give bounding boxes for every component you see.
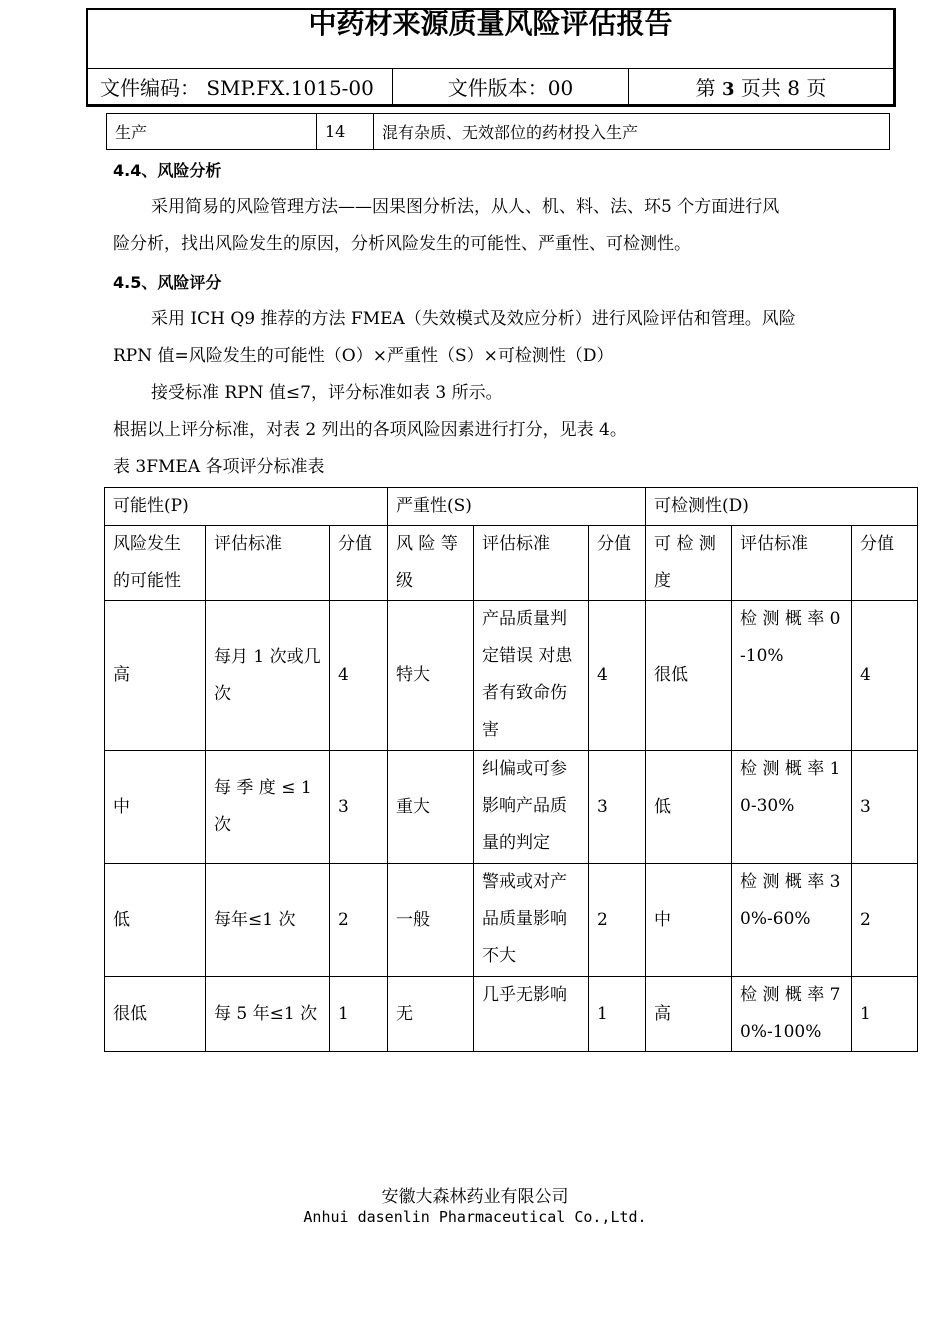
table-cell: 警戒或对产品质量影响不大 xyxy=(474,864,589,977)
table-sub-header-row xyxy=(105,526,918,601)
previous-table-row xyxy=(106,113,890,150)
table-caption: 表 3FMEA 各项评分标准表 xyxy=(113,457,325,477)
document-version-value: 00 xyxy=(547,76,574,100)
section-4-5-paragraph-line1: 采用 ICH Q9 推荐的方法 FMEA（失效模式及效应分析）进行风险评估和管理。风险 xyxy=(151,309,796,329)
table-cell: 每月 1 次或几次 xyxy=(206,601,330,751)
table-cell: 产品质量判定错误 对患者有致命伤害 xyxy=(474,601,589,751)
table-cell: 纠偏或可参影响产品质量的判定 xyxy=(474,751,589,864)
section-4-5-scoring-note: 根据以上评分标准，对表 2 列出的各项风险因素进行打分，见表 4。 xyxy=(113,420,627,440)
column-header: 风 险 等级 xyxy=(388,526,474,601)
document-title: 中药材来源质量风险评估报告 xyxy=(308,7,673,40)
group-header-detectability: 可检测性(D) xyxy=(646,488,918,526)
document-code-cell xyxy=(88,69,393,107)
section-4-5-acceptance: 接受标准 RPN 值≤7，评分标准如表 3 所示。 xyxy=(151,383,503,403)
table-cell: 2 xyxy=(589,864,646,977)
footer-company-en: Anhui dasenlin Pharmaceutical Co.,Ltd. xyxy=(303,1208,647,1226)
document-meta-row xyxy=(88,68,893,107)
document-code-label: 文件编码： xyxy=(100,76,200,100)
column-header: 评估标准 xyxy=(474,526,589,601)
column-header: 风险发生的可能性 xyxy=(105,526,206,601)
section-4-4-paragraph-line2: 险分析，找出风险发生的原因，分析风险发生的可能性、严重性、可检测性。 xyxy=(113,234,691,254)
table-cell: 4 xyxy=(852,601,918,751)
prev-cell-description: 混有杂质、无效部位的药材投入生产 xyxy=(374,114,890,150)
table-cell: 每年≤1 次 xyxy=(206,864,330,977)
section-4-5-heading: 4.5、风险评分 xyxy=(113,273,222,292)
prev-cell-stage: 生产 xyxy=(107,114,317,150)
column-header: 评估标准 xyxy=(732,526,852,601)
document-version-label: 文件版本： xyxy=(447,76,548,100)
table-cell: 中 xyxy=(646,864,732,977)
table-cell: 高 xyxy=(646,977,732,1052)
group-header-probability: 可能性(P) xyxy=(105,488,388,526)
table-row xyxy=(107,114,890,150)
column-header: 评估标准 xyxy=(206,526,330,601)
table-cell: 3 xyxy=(589,751,646,864)
table-cell: 4 xyxy=(589,601,646,751)
section-4-4-paragraph-line1: 采用简易的风险管理方法——因果图分析法，从人、机、料、法、环5 个方面进行风 xyxy=(151,197,780,217)
page-current: 3 xyxy=(722,79,735,100)
table-cell: 很低 xyxy=(646,601,732,751)
table-cell: 2 xyxy=(330,864,388,977)
table-cell: 3 xyxy=(852,751,918,864)
page-total: 8 xyxy=(787,76,800,100)
table-cell: 2 xyxy=(852,864,918,977)
table-cell: 很低 xyxy=(105,977,206,1052)
table-cell: 低 xyxy=(646,751,732,864)
table-cell: 中 xyxy=(105,751,206,864)
page-suffix: 页 xyxy=(806,76,827,100)
table-cell: 1 xyxy=(852,977,918,1052)
group-header-severity: 严重性(S) xyxy=(388,488,646,526)
table-row xyxy=(105,864,918,977)
section-4-4-heading: 4.4、风险分析 xyxy=(113,161,222,180)
table-cell: 4 xyxy=(330,601,388,751)
table-cell: 高 xyxy=(105,601,206,751)
fmea-score-table xyxy=(104,487,918,1052)
table-cell: 检 测 概 率 0-10% xyxy=(732,601,852,751)
column-header: 可 检 测度 xyxy=(646,526,732,601)
table-row xyxy=(105,601,918,751)
page-mid: 页共 xyxy=(740,76,781,100)
table-cell: 每 季 度 ≤ 1 次 xyxy=(206,751,330,864)
table-cell: 3 xyxy=(330,751,388,864)
table-cell: 检 测 概 率 30%-60% xyxy=(732,864,852,977)
table-row xyxy=(105,751,918,864)
table-row xyxy=(105,977,918,1052)
column-header: 分值 xyxy=(852,526,918,601)
table-cell: 1 xyxy=(330,977,388,1052)
table-cell: 重大 xyxy=(388,751,474,864)
table-cell: 低 xyxy=(105,864,206,977)
table-cell: 特大 xyxy=(388,601,474,751)
table-cell: 检 测 概 率 70%-100% xyxy=(732,977,852,1052)
table-cell: 1 xyxy=(589,977,646,1052)
document-page-cell xyxy=(629,69,893,107)
table-cell: 每 5 年≤1 次 xyxy=(206,977,330,1052)
document-code-value: SMP.FX.1015-00 xyxy=(206,76,374,100)
section-4-5-paragraph-line2: RPN 值=风险发生的可能性（O）×严重性（S）×可检测性（D） xyxy=(113,346,614,366)
document-header xyxy=(86,8,896,107)
column-header: 分值 xyxy=(330,526,388,601)
column-header: 分值 xyxy=(589,526,646,601)
footer-company-cn: 安徽大森林药业有限公司 xyxy=(381,1187,569,1207)
table-group-header-row xyxy=(105,488,918,526)
page-prefix: 第 xyxy=(695,76,716,100)
prev-cell-number: 14 xyxy=(317,114,374,150)
table-cell: 几乎无影响 xyxy=(474,977,589,1052)
document-version-cell xyxy=(393,69,629,107)
table-cell: 一般 xyxy=(388,864,474,977)
table-cell: 检 测 概 率 10-30% xyxy=(732,751,852,864)
table-cell: 无 xyxy=(388,977,474,1052)
